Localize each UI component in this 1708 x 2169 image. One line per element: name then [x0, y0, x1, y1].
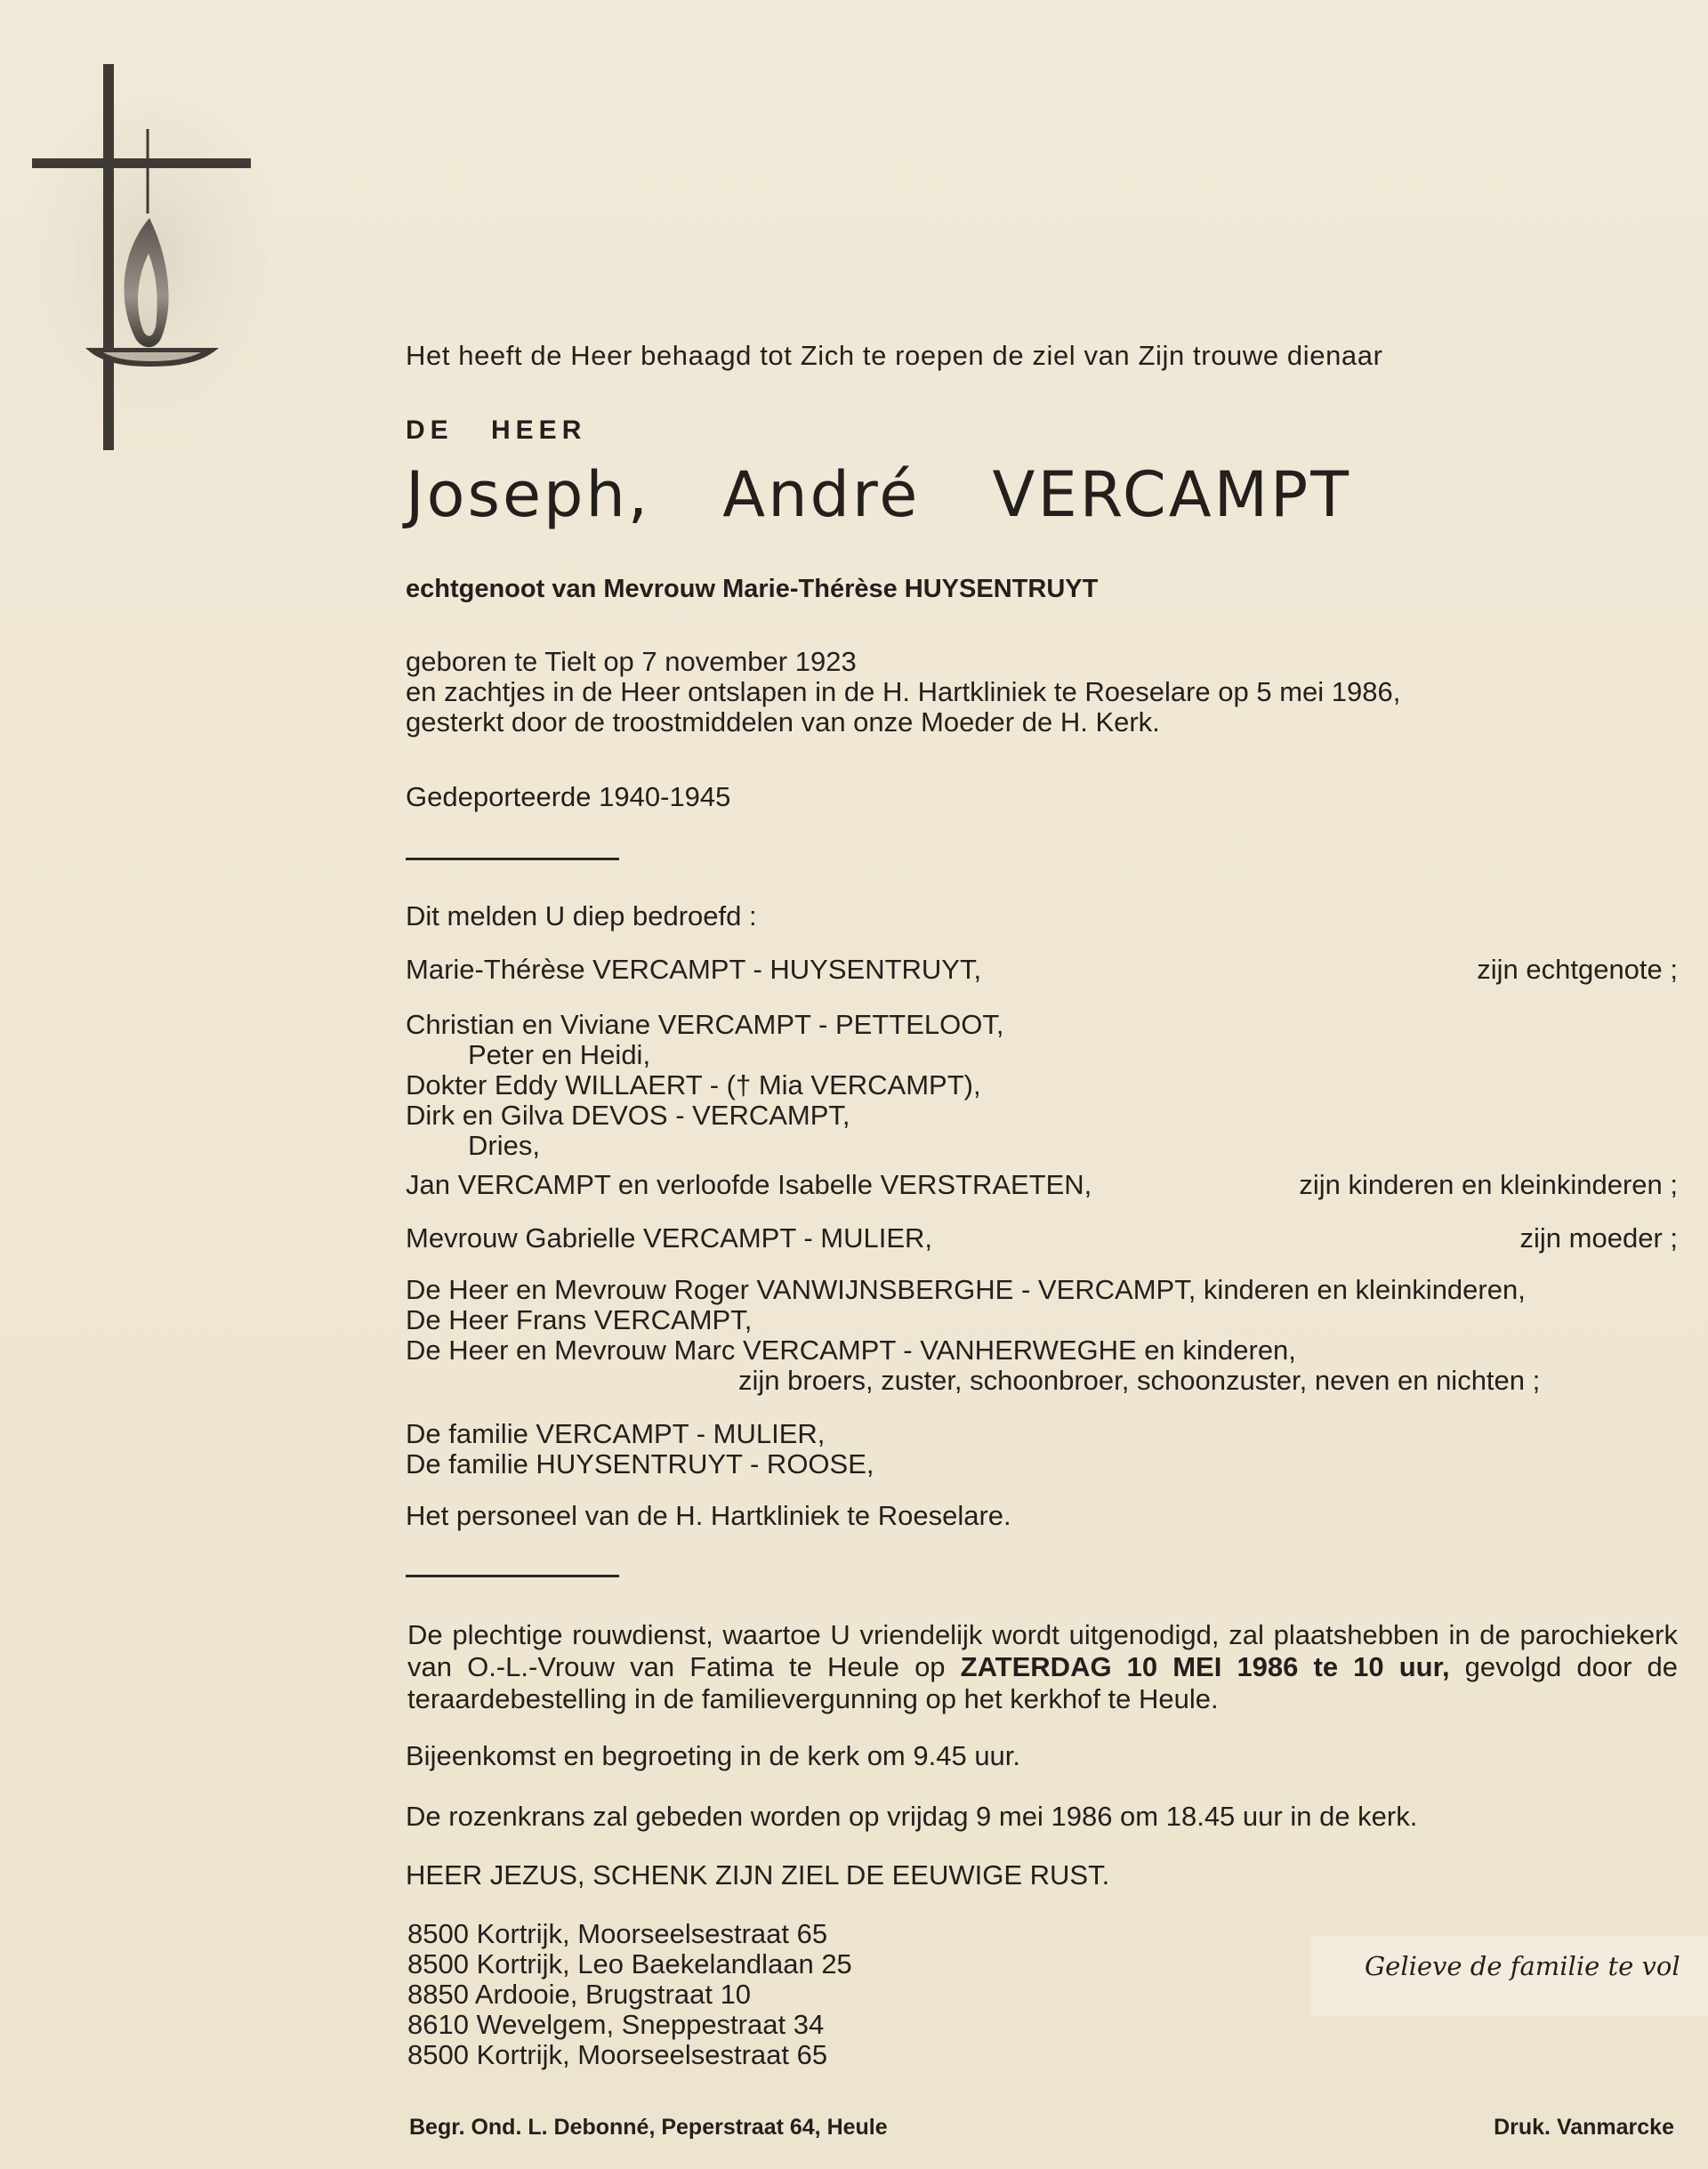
- family-row-mother: [406, 1222, 1678, 1254]
- bio-line: geboren te Tielt op 7 november 1923: [406, 646, 857, 677]
- siblings-role: zijn broers, zuster, schoonbroer, schoonzuster, neven en nichten ;: [738, 1365, 1541, 1396]
- gathering-line: Bijeenkomst en begroeting in de kerk om 9.45 uur.: [406, 1740, 1021, 1771]
- undertaker-credit: Begr. Ond. L. Debonné, Peperstraat 64, Heule: [409, 2115, 888, 2140]
- address-line: 8500 Kortrijk, Moorseelsestraat 65: [407, 1918, 828, 1949]
- rosary-line: De rozenkrans zal gebeden worden op vrijdag 9 mei 1986 om 18.45 uur in de kerk.: [406, 1801, 1418, 1832]
- family-name: Marie-Thérèse VERCAMPT - HUYSENTRUYT,: [406, 954, 982, 985]
- staff-line: Het personeel van de H. Hartkliniek te Roeselare.: [406, 1500, 1011, 1531]
- family-line: De familie HUYSENTRUYT - ROOSE,: [406, 1448, 874, 1480]
- child-line: Dokter Eddy WILLAERT - († Mia VERCAMPT),: [406, 1069, 981, 1101]
- divider: [406, 1575, 619, 1577]
- bio-line: gesterkt door de troostmiddelen van onze Moeder de H. Kerk.: [406, 706, 1160, 738]
- prayer-line: HEER JEZUS, SCHENK ZIJN ZIEL DE EEUWIGE RUST.: [406, 1859, 1110, 1891]
- address-line: 8610 Wevelgem, Sneppestraat 34: [407, 2009, 825, 2040]
- family-row-wife: [406, 954, 1678, 986]
- child-line: Christian en Viviane VERCAMPT - PETTELOOT,: [406, 1009, 1004, 1040]
- note-text: Gelieve de familie te vol: [1365, 1951, 1680, 1981]
- announce-line: Dit melden U diep bedroefd :: [406, 900, 757, 931]
- deceased-name: Joseph, André VERCAMPT: [406, 458, 1351, 531]
- family-row-children: [406, 1169, 1678, 1201]
- intro-text: Het heeft de Heer behaagd tot Zich te roepen de ziel van Zijn trouwe dienaar: [406, 340, 1383, 371]
- honorific-title: DE HEER: [406, 415, 587, 445]
- address-line: 8500 Kortrijk, Moorseelsestraat 65: [407, 2039, 828, 2070]
- family-name: Mevrouw Gabrielle VERCAMPT - MULIER,: [406, 1222, 933, 1254]
- sibling-line: De Heer en Mevrouw Roger VANWIJNSBERGHE - VERCAMPT, kinderen en kleinkinderen,: [406, 1274, 1526, 1305]
- spouse-line: echtgenoot van Mevrouw Marie-Thérèse HUYSENTRUYT: [406, 575, 1099, 603]
- child-line: Dirk en Gilva DEVOS - VERCAMPT,: [406, 1100, 850, 1131]
- divider: [406, 858, 619, 860]
- sibling-line: De Heer en Mevrouw Marc VERCAMPT - VANHERWEGHE en kinderen,: [406, 1334, 1296, 1366]
- family-role: zijn kinderen en kleinkinderen ;: [1299, 1169, 1678, 1200]
- grandchild-line: Dries,: [468, 1130, 540, 1161]
- cross-flame-icon: [18, 53, 267, 463]
- grandchild-line: Peter en Heidi,: [468, 1039, 651, 1070]
- service-date: ZATERDAG 10 MEI 1986 te 10 uur,: [960, 1651, 1450, 1682]
- deported-line: Gedeporteerde 1940-1945: [406, 781, 731, 812]
- bio-line: en zachtjes in de Heer ontslapen in de H. Hartkliniek te Roeselare op 5 mei 1986,: [406, 676, 1401, 707]
- family-line: De familie VERCAMPT - MULIER,: [406, 1418, 826, 1449]
- address-line: 8500 Kortrijk, Leo Baekelandlaan 25: [407, 1948, 852, 1980]
- family-role: zijn moeder ;: [1519, 1222, 1678, 1254]
- service-paragraph: De plechtige rouwdienst, waartoe U vriendelijk wordt uitgenodigd, zal plaatshebben in de parochiekerk van O.-L.-Vrouw van Fatima te Heule op ZATERDAG 10 MEI 1986 te 10 uur, gevolgd door de teraardebestelling in de familievergunning op het kerkhof te Heule.: [407, 1619, 1678, 1714]
- address-line: 8850 Ardooie, Brugstraat 10: [407, 1979, 752, 2010]
- family-role: zijn echtgenote ;: [1477, 954, 1678, 985]
- family-name: Jan VERCAMPT en verloofde Isabelle VERSTRAETEN,: [406, 1169, 1092, 1200]
- printer-credit: Druk. Vanmarcke: [1494, 2115, 1674, 2140]
- sibling-line: De Heer Frans VERCAMPT,: [406, 1304, 753, 1335]
